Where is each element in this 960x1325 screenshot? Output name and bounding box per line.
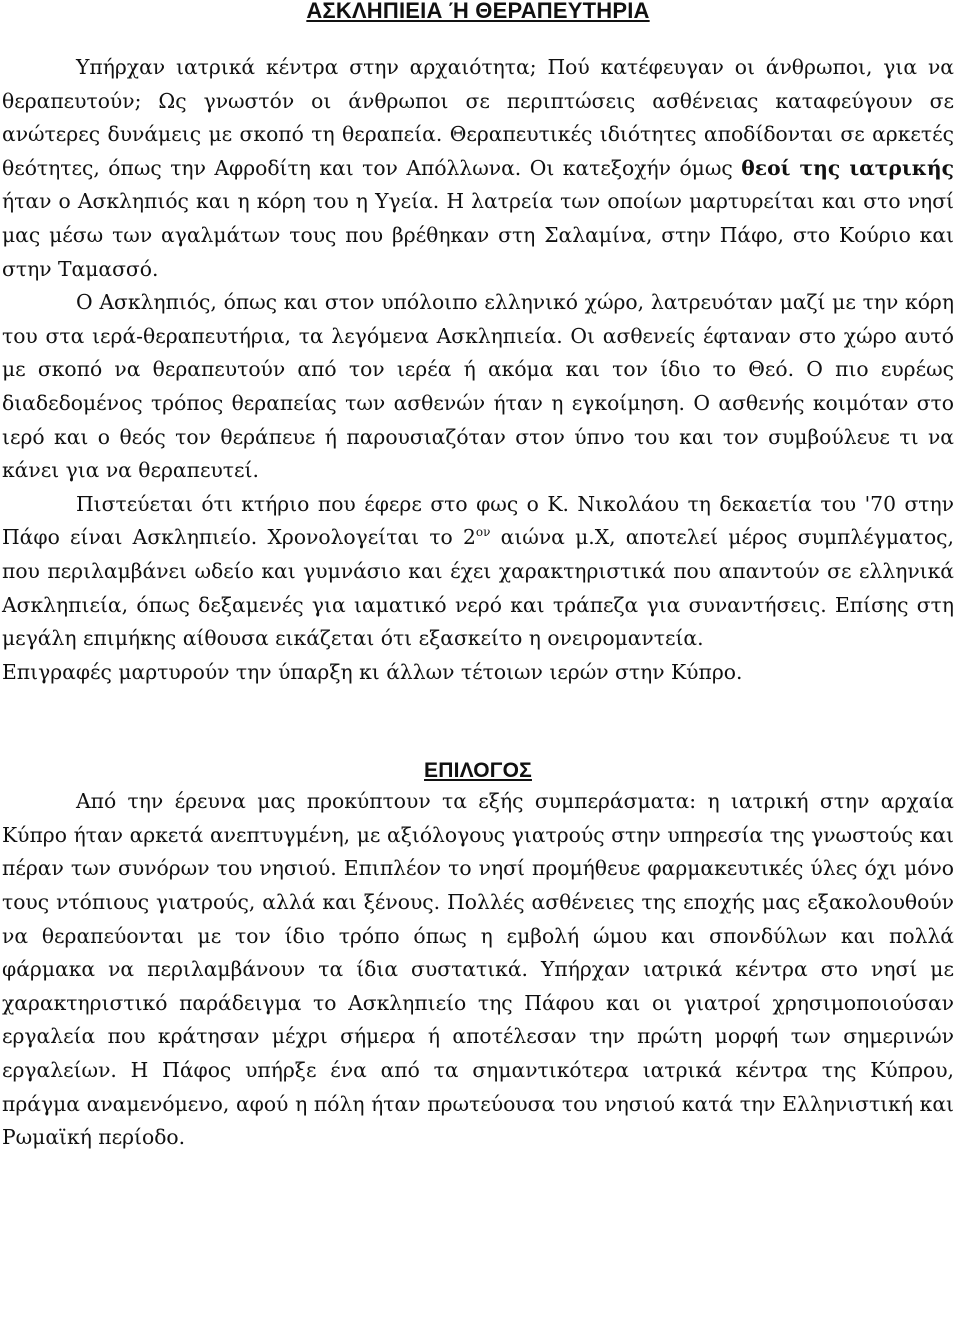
paragraph-4: Επιγραφές μαρτυρούν την ύπαρξη κι άλλων τέτοιων ιερών στην Κύπρο. xyxy=(2,659,743,684)
document-page xyxy=(2,0,954,1155)
paragraph-1-bold-phrase: θεοί της ιατρικής xyxy=(741,155,954,180)
paragraph-5: Από την έρευνα μας προκύπτουν τα εξής συμπεράσματα: η ιατρική στην αρχαία Κύπρο ήταν αρκετά ανεπτυγμένη, με αξιόλογους γιατρούς στην υπηρεσία της γνωστούς και πέραν των συνόρων του νησιού. Επιπλέον το νησί προμήθευε φαρμακευτικές ύλες όχι μόνο τους ντόπιους γιατρούς, αλλά και ξένους. Πολλές ασθένειες της εποχής μας εξακολουθούν να θεραπεύονται με τον ίδιο τρόπο όπως η εμβολή ώμου και σπονδύλων και πολλά φάρμακα να περιλαμβάνουν τα ίδια συστατικά. Υπήρχαν ιατρικά κέντρα στο νησί με χαρακτηριστικό παράδειγμα το Ασκληπιείο της Πάφου και οι γιατροί χρησιμοποιούσαν εργαλεία που κράτησαν μέχρι σήμερα ή αποτέλεσαν την πρώτη μορφή των σημερινών εργαλείων. Η Πάφος υπήρξε ένα από τα σημαντικότερα ιατρικά κέντρα της Κύπρου, πράγμα αναμενόμενο, αφού η πόλη ήταν πρωτεύουσα του νησιού κατά την Ελληνιστική και Ρωμαϊκή περίοδο. xyxy=(2,789,954,1150)
paragraph-3 xyxy=(2,488,954,656)
paragraph-3-text-end: αιώνα μ.Χ, αποτελεί μέρος συμπλέγματος, που περιλαμβάνει ωδείο και γυμνάσιο και έχει χαρακτηριστικά που απαντούν σε ελληνικά Ασκληπιεία, όπως δεξαμενές για ιαματικό νερό και τράπεζα για συναντήσεις. Επίσης στη μεγάλη επιμήκης αίθουσα εικάζεται ότι εξασκείτο η ονειρομαντεία. xyxy=(2,525,954,651)
paragraph-3-text-start: Πιστεύεται ότι κτήριο που έφερε στο φως ο Κ. Νικολάου τη δεκαετία του '70 στην Πάφο είναι Ασκληπιείο. Χρονολογείται το 2 xyxy=(2,491,954,550)
section-title-asklepieia: ΑΣΚΛΗΠΙΕΙΑ Ή ΘΕΡΑΠΕΥΤΗΡΙΑ xyxy=(306,0,650,23)
paragraph-1-text-end: ήταν ο Ασκληπιός και η κόρη του η Υγεία. Η λατρεία των οποίων μαρτυρείται και στο νησί μας μέσω των αγαλμάτων τους που βρέθηκαν στη Σαλαμίνα, στην Πάφο, στο Κούριο και στην Ταμασσό. xyxy=(2,189,954,281)
paragraph-2: Ο Ασκληπιός, όπως και στον υπόλοιπο ελληνικό χώρο, λατρευόταν μαζί με την κόρη του στα ιερά-θεραπευτήρια, τα λεγόμενα Ασκληπιεία. Οι ασθενείς έφταναν στο χώρο αυτό με σκοπό να θεραπευτούν από τον ιερέα ή ακόμα και τον ίδιο το Θεό. Ο πιο ευρέως διαδεδομένος τρόπος θεραπείας των ασθενών ήταν η εγκοίμηση. Ο ασθενής κοιμόταν στο ιερό και ο θεός τον θεράπευε ή παρουσιαζόταν στον ύπνο του και τον συμβούλευε τι να κάνει για να θεραπευτεί. xyxy=(2,290,954,483)
paragraph-3-superscript: ον xyxy=(475,525,491,540)
paragraph-1-text-start: Υπήρχαν ιατρικά κέντρα στην αρχαιότητα; Πού κατέφευγαν οι άνθρωποι, για να θεραπευτούν; Ως γνωστόν οι άνθρωποι σε περιπτώσεις ασθένειας καταφεύγουν σε ανώτερες δυνάμεις με σκοπό τη θεραπεία. Θεραπευτικές ιδιότητες αποδίδονται σε αρκετές θεότητες, όπως την Αφροδίτη και τον Απόλλωνα. Οι κατεξοχήν όμως xyxy=(2,55,954,180)
section-title-epilogos: ΕΠΙΛΟΓΟΣ xyxy=(424,759,532,783)
paragraph-1 xyxy=(2,51,954,286)
